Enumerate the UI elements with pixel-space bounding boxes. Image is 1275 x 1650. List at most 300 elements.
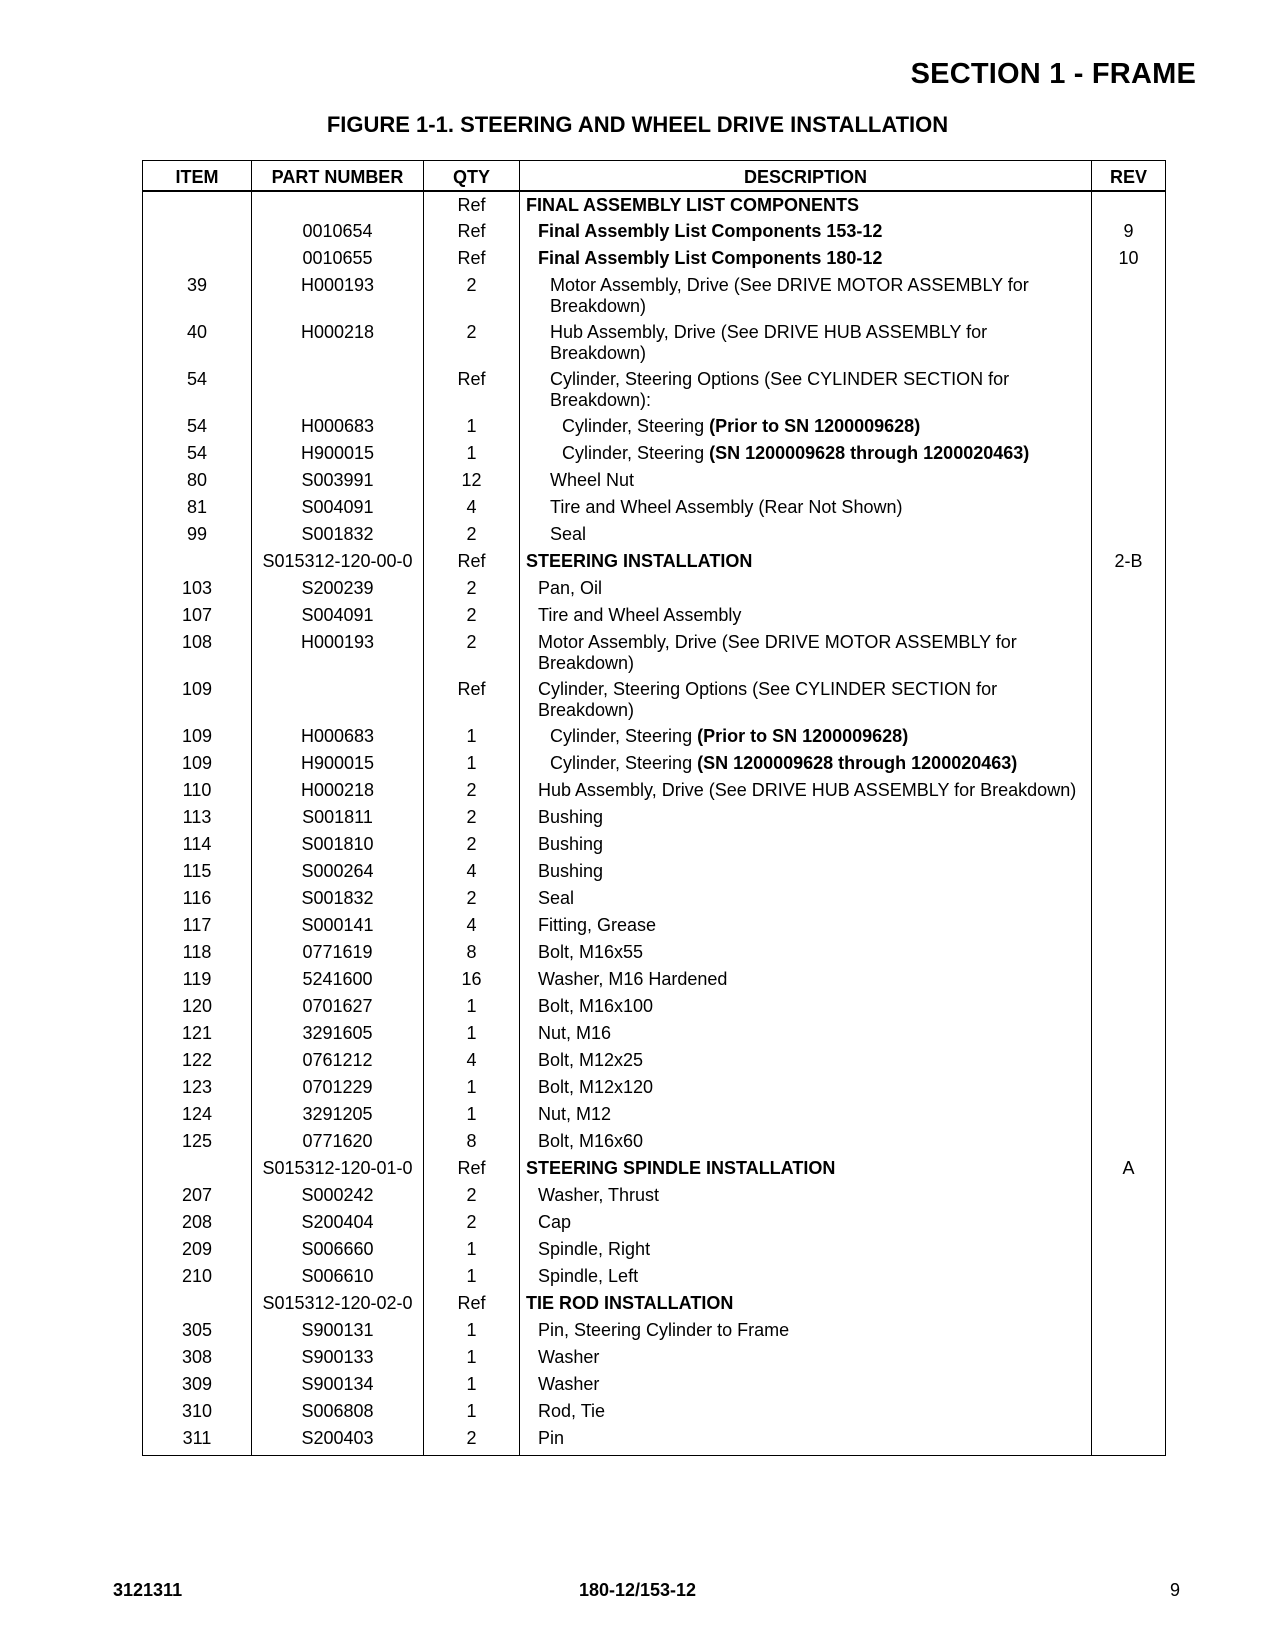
qty-cell: 1: [424, 413, 520, 440]
table-row: [143, 966, 1166, 993]
description-cell: [520, 629, 1092, 676]
description-text: Washer, Thrust: [538, 1184, 660, 1205]
table-row: [143, 440, 1166, 467]
item-cell: 117: [143, 912, 252, 939]
description-text: Bushing: [538, 860, 604, 881]
part-number-cell: S900134: [252, 1371, 424, 1398]
table-body: [143, 191, 1166, 1456]
rev-cell: [1092, 191, 1166, 218]
description-text: Spindle, Left: [538, 1265, 639, 1286]
table-row: [143, 1317, 1166, 1344]
description-cell: [520, 750, 1092, 777]
item-cell: 113: [143, 804, 252, 831]
table-row: [143, 629, 1166, 676]
table-row: [143, 1290, 1166, 1317]
description-cell: [520, 1128, 1092, 1155]
item-cell: 119: [143, 966, 252, 993]
qty-cell: 12: [424, 467, 520, 494]
table-row: [143, 245, 1166, 272]
part-number-cell: H000218: [252, 319, 424, 366]
item-cell: 99: [143, 521, 252, 548]
part-number-cell: S006610: [252, 1263, 424, 1290]
table-row: [143, 676, 1166, 723]
description-text: TIE ROD INSTALLATION: [526, 1292, 734, 1313]
description-cell: [520, 885, 1092, 912]
table-row: [143, 1236, 1166, 1263]
rev-cell: [1092, 1263, 1166, 1290]
rev-cell: [1092, 521, 1166, 548]
table-row: [143, 1371, 1166, 1398]
part-number-cell: 0701229: [252, 1074, 424, 1101]
description-text: Seal: [538, 887, 575, 908]
item-cell: 308: [143, 1344, 252, 1371]
table-row: [143, 467, 1166, 494]
description-serial-range: (SN 1200009628 through 1200020463): [709, 442, 1030, 463]
part-number-cell: [252, 191, 424, 218]
description-cell: [520, 858, 1092, 885]
parts-table: [142, 160, 1166, 1456]
qty-cell: 1: [424, 1020, 520, 1047]
description-text: Washer: [538, 1373, 600, 1394]
part-number-cell: S003991: [252, 467, 424, 494]
table-row: [143, 366, 1166, 413]
rev-cell: [1092, 413, 1166, 440]
description-serial-range: (Prior to SN 1200009628): [697, 725, 909, 746]
item-cell: 110: [143, 777, 252, 804]
description-text: Bolt, M16x100: [538, 995, 654, 1016]
part-number-cell: S001811: [252, 804, 424, 831]
qty-cell: 2: [424, 777, 520, 804]
item-cell: [143, 245, 252, 272]
description-text: STEERING SPINDLE INSTALLATION: [526, 1157, 836, 1178]
description-cell: [520, 1236, 1092, 1263]
description-cell: [520, 1209, 1092, 1236]
description-text: Fitting, Grease: [538, 914, 657, 935]
rev-cell: A: [1092, 1155, 1166, 1182]
description-cell: [520, 831, 1092, 858]
item-cell: [143, 548, 252, 575]
table-row: [143, 777, 1166, 804]
item-cell: 125: [143, 1128, 252, 1155]
rev-cell: [1092, 750, 1166, 777]
column-header-description: DESCRIPTION: [520, 161, 1092, 191]
item-cell: 109: [143, 676, 252, 723]
description-cell: [520, 1398, 1092, 1425]
qty-cell: Ref: [424, 191, 520, 218]
description-text: Nut, M12: [538, 1103, 612, 1124]
footer-page-number: 9: [1169, 1580, 1180, 1600]
description-cell: [520, 319, 1092, 366]
part-number-cell: 0010655: [252, 245, 424, 272]
description-text: Pan, Oil: [538, 577, 603, 598]
rev-cell: [1092, 723, 1166, 750]
part-number-cell: 3291205: [252, 1101, 424, 1128]
item-cell: 109: [143, 750, 252, 777]
description-text: Cylinder, Steering: [550, 725, 698, 746]
part-number-cell: S000141: [252, 912, 424, 939]
part-number-cell: S006808: [252, 1398, 424, 1425]
part-number-cell: H900015: [252, 440, 424, 467]
description-cell: [520, 366, 1092, 413]
description-cell: [520, 218, 1092, 245]
item-cell: 54: [143, 366, 252, 413]
qty-cell: 2: [424, 272, 520, 319]
qty-cell: 1: [424, 723, 520, 750]
rev-cell: [1092, 1074, 1166, 1101]
part-number-cell: S015312-120-00-0: [252, 548, 424, 575]
qty-cell: 2: [424, 1425, 520, 1456]
rev-cell: [1092, 440, 1166, 467]
rev-cell: [1092, 858, 1166, 885]
part-number-cell: S200404: [252, 1209, 424, 1236]
table-row: [143, 1425, 1166, 1456]
rev-cell: 10: [1092, 245, 1166, 272]
rev-cell: [1092, 912, 1166, 939]
item-cell: 305: [143, 1317, 252, 1344]
item-cell: 208: [143, 1209, 252, 1236]
description-cell: [520, 1263, 1092, 1290]
item-cell: 107: [143, 602, 252, 629]
part-number-cell: S004091: [252, 494, 424, 521]
qty-cell: 1: [424, 750, 520, 777]
description-text: Hub Assembly, Drive (See DRIVE HUB ASSEMBLY for Breakdown): [538, 779, 1077, 800]
description-text: Spindle, Right: [538, 1238, 651, 1259]
description-text: Final Assembly List Components 153-12: [538, 220, 883, 241]
description-text: Cylinder, Steering Options (See CYLINDER SECTION for Breakdown): [538, 678, 998, 720]
rev-cell: [1092, 1290, 1166, 1317]
table-row: [143, 521, 1166, 548]
rev-cell: [1092, 494, 1166, 521]
description-text: Washer, M16 Hardened: [538, 968, 728, 989]
qty-cell: 8: [424, 939, 520, 966]
table-row: [143, 319, 1166, 366]
item-cell: 80: [143, 467, 252, 494]
footer-model: 180-12/153-12: [578, 1580, 697, 1600]
description-cell: [520, 1020, 1092, 1047]
table-row: [143, 912, 1166, 939]
qty-cell: 4: [424, 1047, 520, 1074]
rev-cell: [1092, 1047, 1166, 1074]
table-row: [143, 1074, 1166, 1101]
part-number-cell: S001832: [252, 885, 424, 912]
qty-cell: 4: [424, 494, 520, 521]
qty-cell: 1: [424, 1344, 520, 1371]
qty-cell: 2: [424, 885, 520, 912]
qty-cell: 4: [424, 912, 520, 939]
description-cell: [520, 521, 1092, 548]
part-number-cell: 0761212: [252, 1047, 424, 1074]
description-text: Motor Assembly, Drive (See DRIVE MOTOR ASSEMBLY for Breakdown): [538, 631, 1017, 673]
part-number-cell: H900015: [252, 750, 424, 777]
item-cell: 103: [143, 575, 252, 602]
rev-cell: [1092, 1371, 1166, 1398]
table-row: [143, 1263, 1166, 1290]
qty-cell: 2: [424, 629, 520, 676]
description-text: Seal: [550, 523, 587, 544]
item-cell: 309: [143, 1371, 252, 1398]
qty-cell: 1: [424, 993, 520, 1020]
description-cell: [520, 1371, 1092, 1398]
part-number-cell: S900133: [252, 1344, 424, 1371]
rev-cell: [1092, 1425, 1166, 1456]
rev-cell: [1092, 1317, 1166, 1344]
description-text: Final Assembly List Components 180-12: [538, 247, 883, 268]
rev-cell: [1092, 1101, 1166, 1128]
part-number-cell: S004091: [252, 602, 424, 629]
table-row: [143, 1344, 1166, 1371]
item-cell: 122: [143, 1047, 252, 1074]
rev-cell: [1092, 467, 1166, 494]
description-text: Wheel Nut: [550, 469, 635, 490]
part-number-cell: 0771619: [252, 939, 424, 966]
qty-cell: 1: [424, 1371, 520, 1398]
description-cell: [520, 494, 1092, 521]
description-cell: [520, 245, 1092, 272]
description-serial-range: (SN 1200009628 through 1200020463): [697, 752, 1018, 773]
item-cell: 209: [143, 1236, 252, 1263]
item-cell: [143, 218, 252, 245]
table-row: [143, 1128, 1166, 1155]
description-text: Cylinder, Steering: [562, 442, 710, 463]
table-row: [143, 1155, 1166, 1182]
rev-cell: [1092, 804, 1166, 831]
qty-cell: Ref: [424, 218, 520, 245]
qty-cell: 2: [424, 319, 520, 366]
rev-cell: [1092, 272, 1166, 319]
rev-cell: [1092, 1398, 1166, 1425]
rev-cell: 2-B: [1092, 548, 1166, 575]
description-cell: [520, 191, 1092, 218]
column-header-item: ITEM: [143, 161, 252, 191]
table-row: [143, 885, 1166, 912]
description-cell: [520, 966, 1092, 993]
table-row: [143, 602, 1166, 629]
description-cell: [520, 723, 1092, 750]
table-row: [143, 191, 1166, 218]
figure-title: FIGURE 1-1. STEERING AND WHEEL DRIVE INSTALLATION: [326, 112, 949, 137]
qty-cell: 2: [424, 521, 520, 548]
description-cell: [520, 993, 1092, 1020]
description-cell: [520, 1290, 1092, 1317]
item-cell: 40: [143, 319, 252, 366]
part-number-cell: S001832: [252, 521, 424, 548]
description-text: Nut, M16: [538, 1022, 612, 1043]
item-cell: 109: [143, 723, 252, 750]
column-header-rev: REV: [1092, 161, 1166, 191]
item-cell: 207: [143, 1182, 252, 1209]
description-cell: [520, 1425, 1092, 1456]
rev-cell: [1092, 1344, 1166, 1371]
table-row: [143, 494, 1166, 521]
description-cell: [520, 1074, 1092, 1101]
column-header-part-number: PART NUMBER: [252, 161, 424, 191]
item-cell: 115: [143, 858, 252, 885]
description-text: Tire and Wheel Assembly (Rear Not Shown): [550, 496, 903, 517]
part-number-cell: S015312-120-01-0: [252, 1155, 424, 1182]
qty-cell: Ref: [424, 1155, 520, 1182]
description-cell: [520, 1182, 1092, 1209]
qty-cell: Ref: [424, 676, 520, 723]
part-number-cell: 0010654: [252, 218, 424, 245]
rev-cell: [1092, 575, 1166, 602]
section-title: SECTION 1 - FRAME: [910, 58, 1196, 90]
rev-cell: [1092, 831, 1166, 858]
qty-cell: Ref: [424, 1290, 520, 1317]
table-row: [143, 1398, 1166, 1425]
part-number-cell: H000193: [252, 272, 424, 319]
description-text: Tire and Wheel Assembly: [538, 604, 742, 625]
description-text: Bushing: [538, 833, 604, 854]
rev-cell: [1092, 993, 1166, 1020]
description-text: Pin: [538, 1427, 565, 1448]
item-cell: [143, 1155, 252, 1182]
qty-cell: 2: [424, 831, 520, 858]
part-number-cell: S001810: [252, 831, 424, 858]
table-row: [143, 575, 1166, 602]
item-cell: 310: [143, 1398, 252, 1425]
qty-cell: Ref: [424, 548, 520, 575]
part-number-cell: [252, 676, 424, 723]
description-text: Cap: [538, 1211, 572, 1232]
description-cell: [520, 575, 1092, 602]
rev-cell: [1092, 1209, 1166, 1236]
item-cell: [143, 191, 252, 218]
rev-cell: 9: [1092, 218, 1166, 245]
item-cell: 81: [143, 494, 252, 521]
description-text: Cylinder, Steering Options (See CYLINDER SECTION for Breakdown):: [550, 368, 1010, 410]
part-number-cell: 3291605: [252, 1020, 424, 1047]
description-cell: [520, 602, 1092, 629]
item-cell: 120: [143, 993, 252, 1020]
part-number-cell: S900131: [252, 1317, 424, 1344]
qty-cell: 1: [424, 1074, 520, 1101]
item-cell: 311: [143, 1425, 252, 1456]
qty-cell: 2: [424, 804, 520, 831]
qty-cell: 1: [424, 1398, 520, 1425]
description-text: Pin, Steering Cylinder to Frame: [538, 1319, 790, 1340]
description-cell: [520, 272, 1092, 319]
rev-cell: [1092, 777, 1166, 804]
rev-cell: [1092, 885, 1166, 912]
part-number-cell: H000193: [252, 629, 424, 676]
description-text: FINAL ASSEMBLY LIST COMPONENTS: [526, 194, 860, 215]
item-cell: 121: [143, 1020, 252, 1047]
table-row: [143, 723, 1166, 750]
column-header-qty: QTY: [424, 161, 520, 191]
qty-cell: 1: [424, 1101, 520, 1128]
part-number-cell: S006660: [252, 1236, 424, 1263]
table-row: [143, 218, 1166, 245]
description-cell: [520, 1317, 1092, 1344]
description-cell: [520, 1155, 1092, 1182]
qty-cell: Ref: [424, 245, 520, 272]
table-row: [143, 858, 1166, 885]
table-row: [143, 1047, 1166, 1074]
part-number-cell: [252, 366, 424, 413]
part-number-cell: S000242: [252, 1182, 424, 1209]
footer-document-number: 3121311: [113, 1580, 183, 1600]
rev-cell: [1092, 629, 1166, 676]
part-number-cell: S200239: [252, 575, 424, 602]
qty-cell: 2: [424, 575, 520, 602]
description-serial-range: (Prior to SN 1200009628): [709, 415, 921, 436]
qty-cell: 2: [424, 602, 520, 629]
table-row: [143, 939, 1166, 966]
rev-cell: [1092, 939, 1166, 966]
description-cell: [520, 1344, 1092, 1371]
rev-cell: [1092, 966, 1166, 993]
part-number-cell: S015312-120-02-0: [252, 1290, 424, 1317]
qty-cell: 4: [424, 858, 520, 885]
part-number-cell: H000218: [252, 777, 424, 804]
table-row: [143, 1209, 1166, 1236]
rev-cell: [1092, 366, 1166, 413]
rev-cell: [1092, 1020, 1166, 1047]
description-text: STEERING INSTALLATION: [526, 550, 753, 571]
table-row: [143, 993, 1166, 1020]
qty-cell: Ref: [424, 366, 520, 413]
description-text: Cylinder, Steering: [562, 415, 710, 436]
rev-cell: [1092, 676, 1166, 723]
part-number-cell: S200403: [252, 1425, 424, 1456]
description-cell: [520, 467, 1092, 494]
description-cell: [520, 440, 1092, 467]
qty-cell: 2: [424, 1182, 520, 1209]
description-cell: [520, 804, 1092, 831]
qty-cell: 1: [424, 1236, 520, 1263]
item-cell: 210: [143, 1263, 252, 1290]
rev-cell: [1092, 1236, 1166, 1263]
item-cell: 54: [143, 440, 252, 467]
description-text: Bolt, M12x120: [538, 1076, 654, 1097]
part-number-cell: H000683: [252, 413, 424, 440]
table-header-row: [143, 161, 1166, 191]
table-row: [143, 1020, 1166, 1047]
table-row: [143, 1101, 1166, 1128]
part-number-cell: 5241600: [252, 966, 424, 993]
qty-cell: 16: [424, 966, 520, 993]
qty-cell: 2: [424, 1209, 520, 1236]
description-text: Rod, Tie: [538, 1400, 606, 1421]
description-cell: [520, 676, 1092, 723]
part-number-cell: S000264: [252, 858, 424, 885]
table-row: [143, 548, 1166, 575]
description-cell: [520, 548, 1092, 575]
description-cell: [520, 777, 1092, 804]
description-text: Hub Assembly, Drive (See DRIVE HUB ASSEMBLY for Breakdown): [550, 321, 988, 363]
description-cell: [520, 1101, 1092, 1128]
item-cell: 108: [143, 629, 252, 676]
description-text: Bushing: [538, 806, 604, 827]
table-row: [143, 272, 1166, 319]
description-cell: [520, 912, 1092, 939]
table-row: [143, 804, 1166, 831]
rev-cell: [1092, 602, 1166, 629]
description-text: Washer: [538, 1346, 600, 1367]
table-row: [143, 413, 1166, 440]
description-cell: [520, 1047, 1092, 1074]
qty-cell: 8: [424, 1128, 520, 1155]
description-text: Bolt, M16x55: [538, 941, 644, 962]
description-text: Bolt, M16x60: [538, 1130, 644, 1151]
part-number-cell: 0771620: [252, 1128, 424, 1155]
part-number-cell: H000683: [252, 723, 424, 750]
item-cell: 54: [143, 413, 252, 440]
description-text: Bolt, M12x25: [538, 1049, 644, 1070]
table-row: [143, 750, 1166, 777]
item-cell: 118: [143, 939, 252, 966]
description-cell: [520, 413, 1092, 440]
